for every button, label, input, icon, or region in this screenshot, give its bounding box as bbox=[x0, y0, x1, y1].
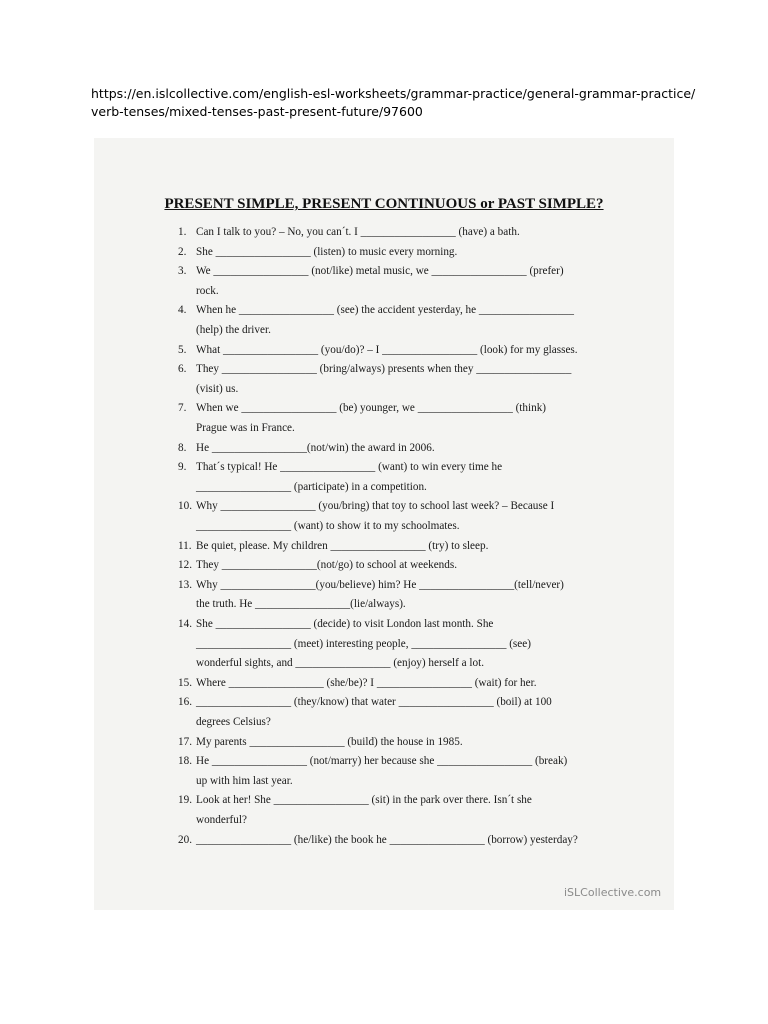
exercise-text: the truth. He _________________(lie/always). bbox=[196, 598, 406, 611]
exercise-number: 12. bbox=[178, 559, 192, 572]
exercise-text: _________________ (they/know) that water _________________ (boil) at 100 bbox=[196, 696, 552, 709]
exercise-number: 15. bbox=[178, 676, 192, 689]
exercise-number: 10. bbox=[178, 500, 192, 513]
exercise-text: They _________________(not/go) to school at weekends. bbox=[196, 559, 457, 572]
exercise-text: He _________________(not/win) the award in 2006. bbox=[196, 441, 435, 454]
exercise-text: wonderful? bbox=[196, 814, 247, 826]
worksheet-scan bbox=[94, 138, 674, 910]
exercise-text: What _________________ (you/do)? – I _________________ (look) for my glasses. bbox=[196, 343, 578, 356]
exercise-text: He _________________ (not/marry) her because she _________________ (break) bbox=[196, 755, 568, 768]
exercise-text: We _________________ (not/like) metal music, we _________________ (prefer) bbox=[196, 265, 564, 278]
exercise-text: Prague was in France. bbox=[196, 422, 295, 434]
exercise-number: 6. bbox=[178, 363, 187, 376]
exercise-text: They _________________ (bring/always) presents when they _________________ bbox=[196, 363, 572, 376]
exercise-number: 9. bbox=[178, 461, 187, 474]
exercise-number: 11. bbox=[178, 539, 192, 552]
exercise-text: _________________ (want) to show it to my schoolmates. bbox=[196, 520, 460, 532]
exercise-text: She _________________ (listen) to music every morning. bbox=[196, 245, 458, 258]
exercise-text: Can I talk to you? – No, you can´t. I _________________ (have) a bath. bbox=[196, 226, 520, 238]
exercise-number: 19. bbox=[178, 794, 192, 807]
exercise-number: 13. bbox=[178, 578, 192, 591]
worksheet-title: PRESENT SIMPLE, PRESENT CONTINUOUS or PAST SIMPLE? bbox=[164, 196, 604, 212]
exercise-number: 18. bbox=[178, 755, 192, 768]
exercise-text: (visit) us. bbox=[196, 382, 239, 395]
exercise-number: 1. bbox=[178, 226, 187, 238]
exercise-text: Be quiet, please. My children _________________ (try) to sleep. bbox=[196, 539, 489, 552]
exercise-text: She _________________ (decide) to visit London last month. She bbox=[196, 618, 494, 630]
exercise-number: 14. bbox=[178, 618, 192, 630]
exercise-text: _________________ (meet) interesting people, _________________ (see) bbox=[196, 637, 531, 650]
exercise-text: _________________ (participate) in a competition. bbox=[196, 480, 427, 493]
exercise-text: degrees Celsius? bbox=[196, 716, 271, 728]
exercise-text: Where _________________ (she/be)? I _________________ (wait) for her. bbox=[196, 676, 537, 689]
exercise-text: (help) the driver. bbox=[196, 324, 271, 336]
exercise-number: 4. bbox=[178, 304, 187, 317]
exercise-number: 8. bbox=[178, 441, 187, 454]
exercise-text: Why _________________(you/believe) him? He _________________(tell/never) bbox=[196, 578, 564, 591]
exercise-number: 17. bbox=[178, 735, 192, 748]
exercise-number: 3. bbox=[178, 265, 187, 278]
exercise-text: Look at her! She _________________ (sit) in the park over there. Isn´t she bbox=[196, 794, 532, 807]
exercise-number: 5. bbox=[178, 343, 187, 356]
exercise-text: My parents _________________ (build) the house in 1985. bbox=[196, 735, 463, 748]
exercise-number: 16. bbox=[178, 696, 192, 709]
islcollective-watermark: iSLCollective.com bbox=[564, 886, 662, 899]
exercise-number: 20. bbox=[178, 833, 192, 846]
exercise-text: Why _________________ (you/bring) that toy to school last week? – Because I bbox=[196, 500, 555, 513]
exercise-text: _________________ (he/like) the book he _________________ (borrow) yesterday? bbox=[196, 833, 578, 846]
exercise-number: 2. bbox=[178, 245, 187, 258]
exercise-text: That´s typical! He _________________ (want) to win every time he bbox=[196, 461, 503, 474]
exercise-text: rock. bbox=[196, 284, 219, 297]
source-url-line-2[interactable]: verb-tenses/mixed-tenses-past-present-future/97600 bbox=[91, 104, 423, 119]
exercise-text: When he _________________ (see) the accident yesterday, he _________________ bbox=[196, 304, 574, 317]
exercise-text: wonderful sights, and _________________ (enjoy) herself a lot. bbox=[196, 657, 485, 670]
exercise-text: up with him last year. bbox=[196, 774, 293, 787]
source-url-line-1[interactable]: https://en.islcollective.com/english-esl-worksheets/grammar-practice/general-grammar-practice/ bbox=[91, 86, 696, 101]
exercise-text: When we _________________ (be) younger, we _________________ (think) bbox=[196, 402, 547, 415]
exercise-number: 7. bbox=[178, 402, 187, 415]
